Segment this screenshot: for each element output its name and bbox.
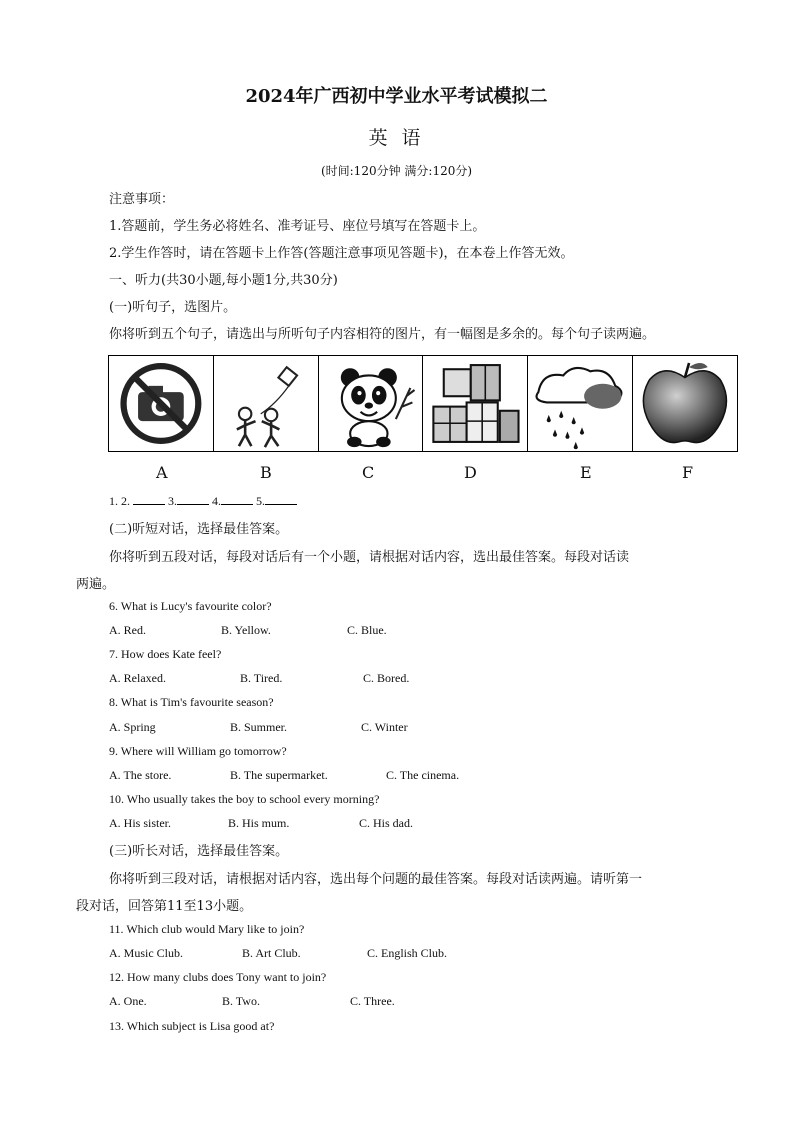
panda-icon: [319, 356, 424, 451]
answer-num-4: 4.: [212, 494, 221, 508]
picture-letter-c: C: [362, 463, 375, 482]
page-title: 2024年广西初中学业水平考试模拟二: [245, 86, 548, 107]
rain-cloud-icon: [528, 356, 633, 451]
question-11: 11. Which club would Mary like to join?: [109, 922, 305, 936]
part3-instructions: 你将听到三段对话，请根据对话内容，选出每个问题的最佳答案。每段对话读两遍。请听第一: [109, 872, 643, 887]
part3-title: (三)听长对话，选择最佳答案。: [109, 844, 289, 859]
answer-blank-4[interactable]: [221, 493, 253, 505]
answer-blank-2[interactable]: [133, 493, 165, 505]
q6-option-a[interactable]: A. Red.: [109, 623, 146, 637]
question-6: 6. What is Lucy's favourite color?: [109, 599, 272, 613]
picture-strip: [108, 355, 738, 452]
note-item-1: 1.答题前，学生务必将姓名、准考证号、座位号填写在答题卡上。: [109, 219, 486, 234]
subject-title: 英 语: [368, 127, 425, 149]
part2-instructions: 你将听到五段对话，每段对话后有一个小题，请根据对话内容，选出最佳答案。每段对话读: [109, 550, 630, 565]
question-10: 10. Who usually takes the boy to school every morning?: [109, 792, 380, 806]
q9-option-a[interactable]: A. The store.: [109, 768, 172, 782]
q7-option-c[interactable]: C. Bored.: [363, 671, 410, 685]
kids-kite-icon: [214, 356, 319, 451]
q6-option-c[interactable]: C. Blue.: [347, 623, 387, 637]
answer-num-1: 1.: [109, 494, 118, 508]
answer-num-2: 2.: [121, 494, 130, 508]
q12-option-c[interactable]: C. Three.: [350, 994, 395, 1008]
part2-instructions-cont: 两遍。: [76, 577, 116, 592]
apple-icon: [633, 356, 737, 451]
q7-option-a[interactable]: A. Relaxed.: [109, 671, 166, 685]
picture-letter-f: F: [682, 463, 694, 482]
q12-option-a[interactable]: A. One.: [109, 994, 147, 1008]
q9-option-b[interactable]: B. The supermarket.: [230, 768, 328, 782]
answer-num-3: 3.: [168, 494, 177, 508]
question-9: 9. Where will William go tomorrow?: [109, 744, 287, 758]
part1-instructions: 你将听到五个句子，请选出与所听句子内容相符的图片，有一幅图是多余的。每个句子读两遍。: [109, 327, 656, 342]
q7-option-b[interactable]: B. Tired.: [240, 671, 283, 685]
question-7: 7. How does Kate feel?: [109, 647, 222, 661]
q8-option-a[interactable]: A. Spring: [109, 720, 156, 734]
q11-option-b[interactable]: B. Art Club.: [242, 946, 301, 960]
part1-title: (一)听句子，选图片。: [109, 300, 237, 315]
q10-option-c[interactable]: C. His dad.: [359, 816, 413, 830]
question-12: 12. How many clubs does Tony want to join?: [109, 970, 327, 984]
part2-title: (二)听短对话，选择最佳答案。: [109, 522, 289, 537]
picture-letter-d: D: [464, 463, 477, 482]
section-title: 一、听力(共30小题,每小题1分,共30分): [109, 273, 338, 288]
q12-option-b[interactable]: B. Two.: [222, 994, 260, 1008]
q11-option-c[interactable]: C. English Club.: [367, 946, 448, 960]
answer-num-5: 5.: [256, 494, 265, 508]
answer-blank-5[interactable]: [265, 493, 297, 505]
picture-letter-a: A: [156, 463, 168, 482]
answer-blank-3[interactable]: [177, 493, 209, 505]
q11-option-a[interactable]: A. Music Club.: [109, 946, 184, 960]
note-item-2: 2.学生作答时，请在答题卡上作答(答题注意事项见答题卡)，在本卷上作答无效。: [109, 246, 574, 261]
gift-boxes-icon: [423, 356, 528, 451]
answer-line: [109, 493, 297, 509]
question-8: 8. What is Tim's favourite season?: [109, 695, 274, 709]
q8-option-b[interactable]: B. Summer.: [230, 720, 288, 734]
q10-option-b[interactable]: B. His mum.: [228, 816, 290, 830]
no-camera-icon: [109, 356, 214, 451]
question-13: 13. Which subject is Lisa good at?: [109, 1019, 275, 1033]
picture-letter-b: B: [260, 463, 272, 482]
q10-option-a[interactable]: A. His sister.: [109, 816, 172, 830]
q9-option-c[interactable]: C. The cinema.: [386, 768, 460, 782]
exam-meta: (时间:120分钟 满分:120分): [320, 164, 473, 178]
notes-heading: 注意事项：: [109, 192, 175, 207]
q6-option-b[interactable]: B. Yellow.: [221, 623, 271, 637]
part3-instructions-cont: 段对话，回答第11至13小题。: [76, 899, 253, 914]
picture-letter-e: E: [580, 463, 592, 482]
q8-option-c[interactable]: C. Winter: [361, 720, 408, 734]
